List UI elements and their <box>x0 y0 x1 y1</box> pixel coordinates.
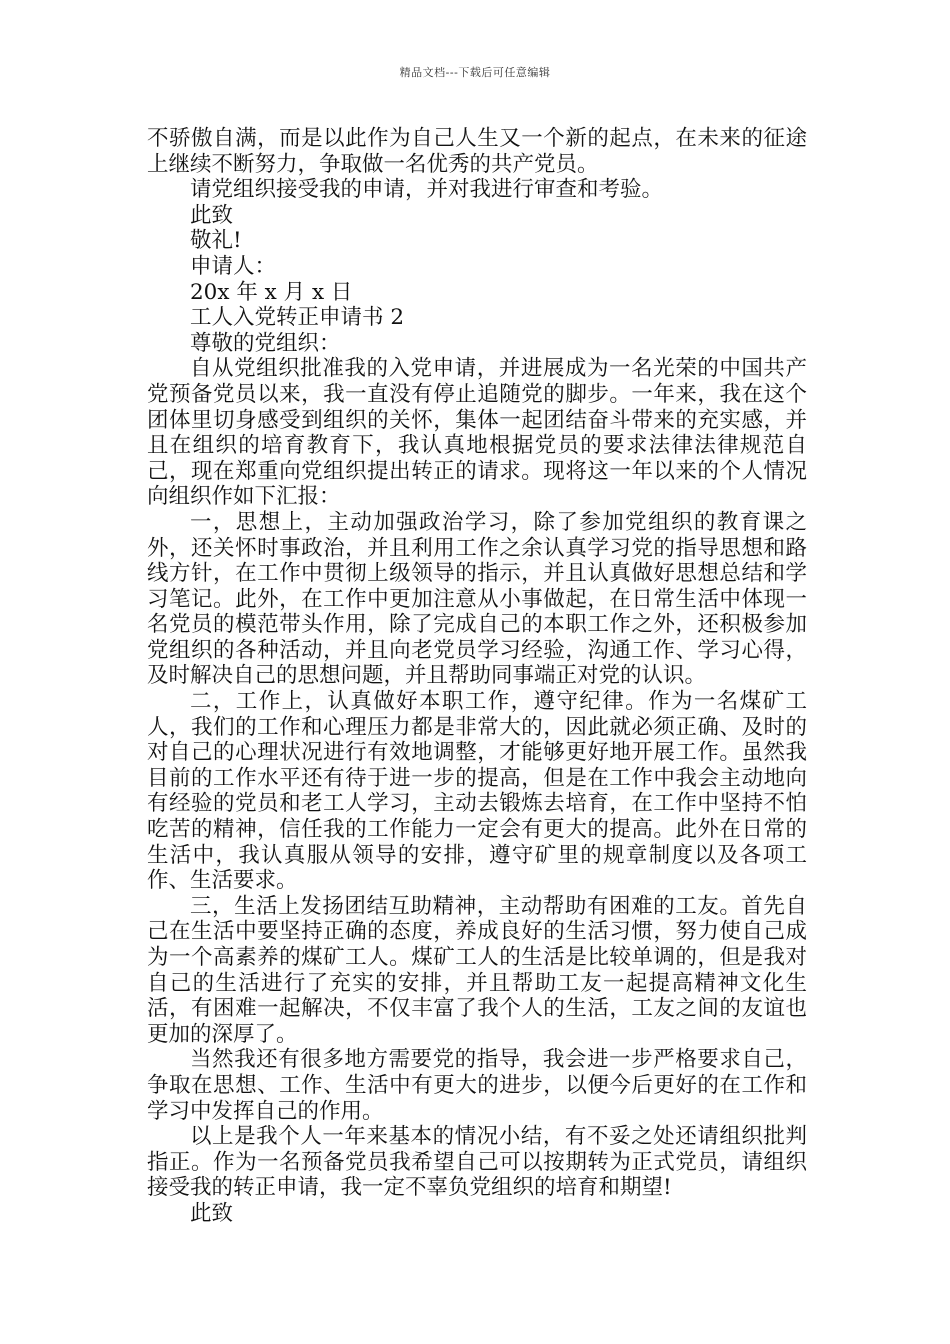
paragraph: 以上是我个人一年来基本的情况小结，有不妥之处还请组织批判指正。作为一名预备党员我希望自己可以按期转为正式党员，请组织接受我的转正申请，我一定不辜负党组织的培育和期望! <box>147 1124 807 1201</box>
page-header: 精品文档---下载后可任意编辑 <box>399 66 551 79</box>
paragraph: 三，生活上发扬团结互助精神，主动帮助有困难的工友。首先自己在生活中要坚持正确的态度，养成良好的生活习惯，努力使自己成为一个高素养的煤矿工人。煤矿工人的生活是比较单调的，但是我对自己的生活进行了充实的安排，并且帮助工友一起提高精神文化生活，有困难一起解决，不仅丰富了我个人的生活，工友之间的友谊也更加的深厚了。 <box>147 893 807 1047</box>
greeting: 尊敬的党组织： <box>190 330 341 356</box>
paragraph: 自从党组织批准我的入党申请，并进展成为一名光荣的中国共产党预备党员以来，我一直没有停止追随党的脚步。一年来，我在这个团体里切身感受到组织的关怀，集体一起团结奋斗带来的充实感，并且在组织的培育教育下，我认真地根据党员的要求法律法律规范自己，现在郑重向党组织提出转正的请求。现将这一年以来的个人情况向组织作如下汇报： <box>147 356 807 510</box>
paragraph: 请党组织接受我的申请，并对我进行审查和考验。 <box>190 177 664 203</box>
paragraph: 一，思想上，主动加强政治学习，除了参加党组织的教育课之外，还关怀时事政治，并且利用工作之余认真学习党的指导思想和路线方针，在工作中贯彻上级领导的指示，并且认真做好思想总结和学习笔记。此外，在工作中更加注意从小事做起，在日常生活中体现一名党员的模范带头作用，除了完成自己的本职工作之外，还积极参加党组织的各种活动，并且向老党员学习经验，沟通工作、学习心得，及时解决自己的思想问题，并且帮助同事端正对党的认识。 <box>147 509 807 689</box>
paragraph: 不骄傲自满，而是以此作为自己人生又一个新的起点，在未来的征途上继续不断努力，争取做一名优秀的共产党员。 <box>147 126 807 177</box>
closing-salutation: 此致 <box>190 202 234 228</box>
paragraph: 当然我还有很多地方需要党的指导，我会进一步严格要求自己，争取在思想、工作、生活中有更大的进步，以便今后更好的在工作和学习中发挥自己的作用。 <box>147 1047 807 1124</box>
date-line: 20x 年 x 月 x 日 <box>190 279 353 305</box>
section-title: 工人入党转正申请书 2 <box>190 305 405 331</box>
applicant-label: 申请人： <box>190 253 277 279</box>
closing-salutation: 此致 <box>190 1200 234 1226</box>
closing-regards: 敬礼! <box>190 228 242 254</box>
document-body <box>147 126 807 1227</box>
paragraph: 二，工作上，认真做好本职工作，遵守纪律。作为一名煤矿工人，我们的工作和心理压力都是非常大的，因此就必须正确、及时的对自己的心理状况进行有效地调整，才能够更好地开展工作。虽然我目前的工作水平还有待于进一步的提高，但是在工作中我会主动地向有经验的党员和老工人学习，主动去锻炼去培育，在工作中坚持不怕吃苦的精神，信任我的工作能力一定会有更大的提高。此外在日常的生活中，我认真服从领导的安排，遵守矿里的规章制度以及各项工作、生活要求。 <box>147 689 807 894</box>
